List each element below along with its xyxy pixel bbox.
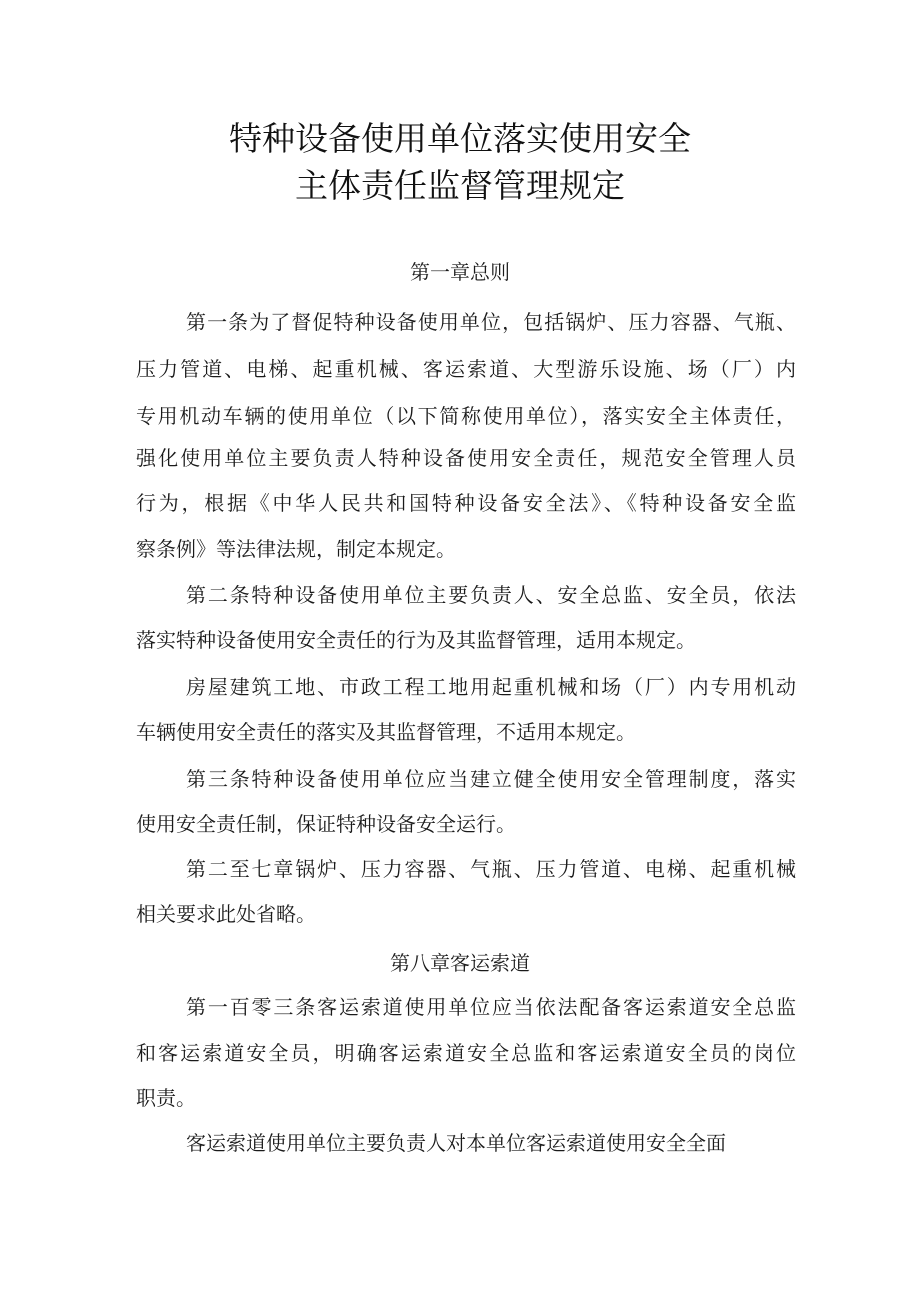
- document-title-line-2: 主体责任监督管理规定: [295, 166, 625, 205]
- paragraph-line: 和客运索道安全员，明确客运索道安全总监和客运索道安全员的岗位: [136, 1041, 796, 1065]
- paragraph-line: 强化使用单位主要负责人特种设备使用安全责任，规范安全管理人员: [136, 446, 796, 470]
- paragraph-line: 车辆使用安全责任的落实及其监督管理，不适用本规定。: [136, 720, 636, 744]
- paragraph-line: 第二至七章锅炉、压力容器、气瓶、压力管道、电梯、起重机械: [186, 857, 796, 881]
- paragraph-line: 职责。: [136, 1086, 196, 1110]
- paragraph-line: 第一条为了督促特种设备使用单位，包括锅炉、压力容器、气瓶、: [186, 310, 796, 334]
- paragraph-line: 压力管道、电梯、起重机械、客运索道、大型游乐设施、场（厂）内: [136, 357, 796, 381]
- paragraph-line: 行为，根据《中华人民共和国特种设备安全法》、《特种设备安全监: [136, 491, 796, 515]
- paragraph-line: 落实特种设备使用安全责任的行为及其监督管理，适用本规定。: [136, 628, 696, 652]
- paragraph-line: 房屋建筑工地、市政工程工地用起重机械和场（厂）内专用机动: [186, 675, 796, 699]
- paragraph-line: 专用机动车辆的使用单位（以下简称使用单位），落实安全主体责任，: [136, 404, 796, 428]
- document-title-line-1: 特种设备使用单位落实使用安全: [229, 119, 691, 158]
- paragraph-line: 察条例》等法律法规，制定本规定。: [136, 537, 456, 561]
- chapter-heading-1: 第一章总则: [410, 260, 510, 284]
- paragraph-line: 相关要求此处省略。: [136, 902, 316, 926]
- paragraph-line: 使用安全责任制，保证特种设备安全运行。: [136, 812, 516, 836]
- paragraph-line: 第三条特种设备使用单位应当建立健全使用安全管理制度，落实: [186, 767, 796, 791]
- chapter-heading-8: 第八章客运索道: [390, 951, 530, 975]
- paragraph-line: 客运索道使用单位主要负责人对本单位客运索道使用安全全面: [186, 1131, 726, 1155]
- paragraph-line: 第一百零三条客运索道使用单位应当依法配备客运索道安全总监: [186, 995, 796, 1019]
- paragraph-line: 第二条特种设备使用单位主要负责人、安全总监、安全员，依法: [186, 583, 796, 607]
